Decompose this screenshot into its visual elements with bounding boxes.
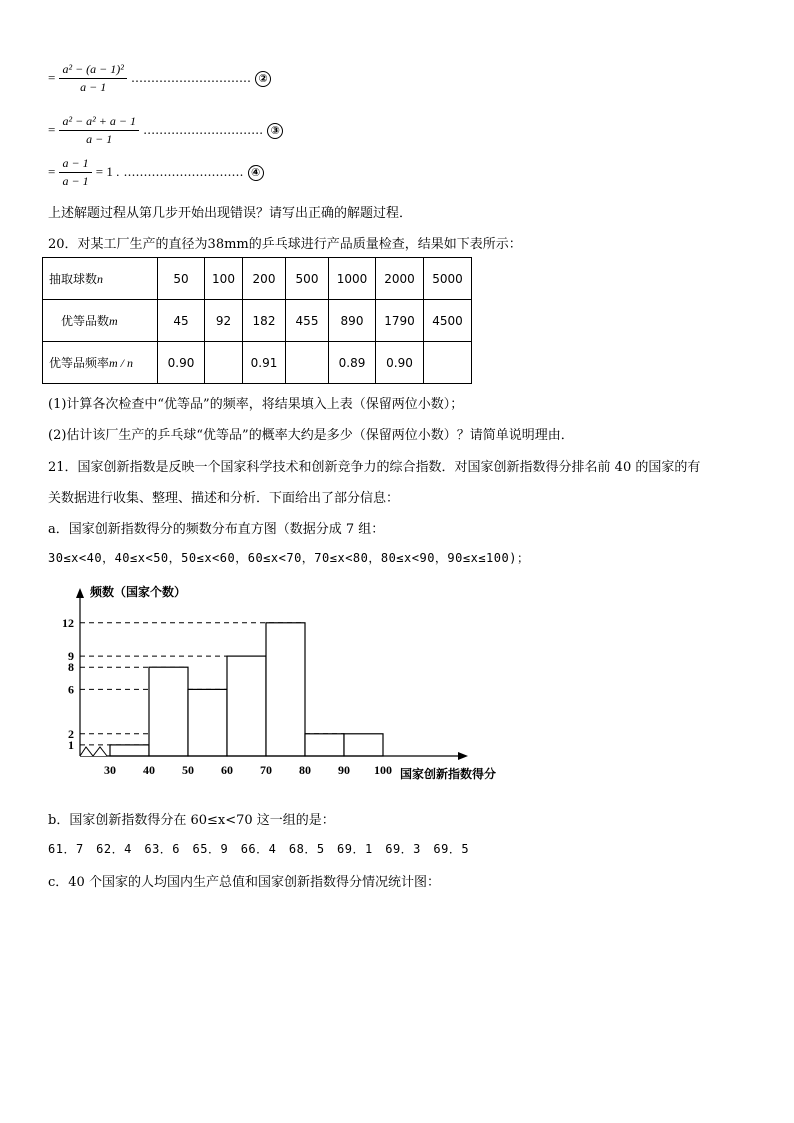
- y-tick-label: 8: [68, 660, 74, 675]
- y-tick-label: 9: [68, 649, 74, 664]
- table-cell: 2000: [376, 258, 424, 300]
- step-2: [48, 62, 271, 95]
- histogram-plot: [62, 584, 496, 781]
- table-cell: 45: [158, 300, 205, 342]
- q20-part1: (1)计算各次检查中“优等品”的频率，将结果填入上表（保留两位小数）；: [48, 397, 464, 412]
- table-cell: 4500: [424, 300, 472, 342]
- table-cell: [424, 342, 472, 384]
- numerator: a² − a² + a − 1: [59, 114, 139, 131]
- table-cell: [205, 342, 243, 384]
- table-cell: 0.89: [329, 342, 376, 384]
- q20-intro: 20．对某工厂生产的直径为38mm的乒乓球进行产品质量检查，结果如下表所示：: [48, 237, 522, 252]
- step-2-fraction: [59, 62, 126, 95]
- y-axis-arrow-icon: [76, 588, 84, 598]
- table-row: [43, 300, 472, 342]
- x-tick-label: 80: [299, 763, 311, 777]
- step-3-fraction: [59, 114, 139, 147]
- table-cell: 455: [286, 300, 329, 342]
- table-cell: 50: [158, 258, 205, 300]
- step-3: [48, 114, 283, 147]
- row-label: 优等品数: [61, 314, 110, 328]
- step-4-result: = 1 .: [95, 164, 120, 179]
- table-cell: 100: [205, 258, 243, 300]
- row-variable: m: [109, 314, 118, 328]
- q21-a-label: a．国家创新指数得分的频数分布直方图（数据分成 7 组：: [48, 522, 385, 537]
- y-tick-label: 1: [68, 737, 74, 752]
- table-cell: [286, 342, 329, 384]
- histogram-bar: [188, 689, 227, 756]
- equals-sign: =: [48, 164, 56, 179]
- x-tick-label: 40: [143, 763, 155, 777]
- row-label: 优等品频率: [49, 356, 110, 370]
- x-tick-label: 90: [338, 763, 350, 777]
- row-header: [43, 342, 158, 384]
- x-tick-label: 60: [221, 763, 233, 777]
- histogram-bar: [266, 623, 305, 756]
- dot-leader: …………………………: [123, 165, 244, 179]
- denominator: a − 1: [80, 80, 107, 94]
- step-4-fraction: [59, 156, 91, 189]
- numerator: a² − (a − 1)²: [59, 62, 126, 79]
- table-row: [43, 258, 472, 300]
- x-tick-label: 100: [374, 763, 392, 777]
- row-variable: m / n: [109, 356, 134, 370]
- step-marker: ②: [255, 71, 271, 87]
- histogram-bar: [110, 745, 149, 756]
- q21-a-groups: 30≤x<40，40≤x<50，50≤x<60，60≤x<70，70≤x<80，80≤x<90，90≤x≤100)；: [48, 551, 530, 565]
- histogram-chart: [0, 578, 794, 788]
- row-variable: n: [97, 272, 104, 286]
- quality-table: [42, 257, 472, 384]
- numerator: a − 1: [59, 156, 91, 173]
- q21-intro-line2: 关数据进行收集、整理、描述和分析．下面给出了部分信息：: [48, 491, 400, 506]
- denominator: a − 1: [62, 174, 89, 188]
- table-cell: 0.90: [158, 342, 205, 384]
- table-cell: 0.90: [376, 342, 424, 384]
- step-marker: ④: [248, 165, 264, 181]
- x-axis-title: 国家创新指数得分: [400, 767, 497, 781]
- q21-intro-line1: 21．国家创新指数是反映一个国家科学技术和创新竞争力的综合指数．对国家创新指数得分排名前 40 的国家的有: [48, 460, 701, 475]
- q21-b-values: 61．7 62．4 63．6 65．9 66．4 68．5 69．1 69．3 69．5: [48, 842, 470, 856]
- equals-sign: =: [48, 70, 56, 85]
- x-tick-label: 70: [260, 763, 272, 777]
- equals-sign: =: [48, 122, 56, 137]
- step-4: [48, 156, 264, 189]
- denominator: a − 1: [86, 132, 113, 146]
- x-axis-arrow-icon: [458, 752, 468, 760]
- x-tick-label: 30: [104, 763, 116, 777]
- table-cell: 200: [243, 258, 286, 300]
- table-cell: 500: [286, 258, 329, 300]
- histogram-bar: [149, 667, 188, 756]
- q21-b-label: b．国家创新指数得分在 60≤x<70 这一组的是：: [48, 813, 335, 828]
- table-cell: 5000: [424, 258, 472, 300]
- q20-part2: (2)估计该厂生产的乒乓球“优等品”的概率大约是多少（保留两位小数）？请简单说明理由．: [48, 428, 574, 443]
- row-header: [43, 300, 158, 342]
- q21-c-label: c．40 个国家的人均国内生产总值和国家创新指数得分情况统计图：: [48, 875, 440, 890]
- table-cell: 890: [329, 300, 376, 342]
- y-axis-title: 频数（国家个数）: [90, 585, 187, 599]
- x-tick-label: 50: [182, 763, 194, 777]
- y-tick-label: 6: [68, 682, 74, 697]
- y-tick-label: 12: [62, 615, 74, 630]
- y-tick-label: 2: [68, 726, 74, 741]
- table-cell: 1790: [376, 300, 424, 342]
- histogram-bar: [344, 734, 383, 756]
- table-cell: 1000: [329, 258, 376, 300]
- axis-break-icon: [80, 747, 107, 756]
- row-header: [43, 258, 158, 300]
- histogram-bar: [305, 734, 344, 756]
- table-row: [43, 342, 472, 384]
- histogram-bar: [227, 656, 266, 756]
- dot-leader: …………………………: [131, 71, 252, 85]
- step-marker: ③: [267, 123, 283, 139]
- row-label: 抽取球数: [49, 272, 98, 286]
- question-prompt: 上述解题过程从第几步开始出现错误？请写出正确的解题过程．: [48, 206, 413, 221]
- dot-leader: …………………………: [143, 123, 264, 137]
- table-cell: 92: [205, 300, 243, 342]
- table-cell: 182: [243, 300, 286, 342]
- table-cell: 0.91: [243, 342, 286, 384]
